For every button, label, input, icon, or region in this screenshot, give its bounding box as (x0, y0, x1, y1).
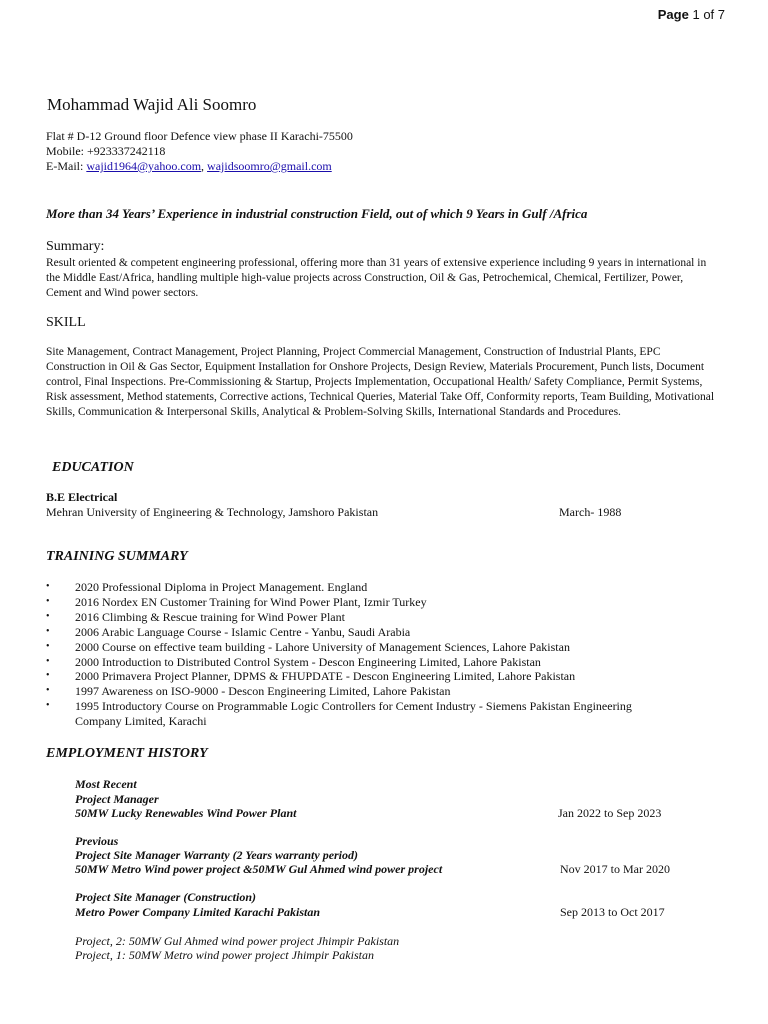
email-separator: , (201, 159, 205, 173)
training-item (46, 669, 675, 684)
training-item (46, 684, 675, 699)
bullet-icon: • (46, 625, 50, 637)
bullet-icon: • (46, 670, 50, 682)
experience-tagline: More than 34 Years’ Experience in industrial construction Field, out of which 9 Years in Gulf /Africa (46, 206, 588, 221)
bullet-icon: • (46, 595, 50, 607)
bullet-icon: • (46, 581, 50, 592)
training-list (46, 580, 675, 729)
degree: B.E Electrical (46, 490, 118, 504)
entry3-company: Metro Power Company Limited Karachi Pakistan (75, 905, 321, 919)
skill-text: Site Management, Contract Management, Project Planning, Project Commercial Management, Construction of Industrial Plants, EPC Construction in Oil & Gas Sector, Equipment Installation for Onshore Projects, Design Review, Materials Procurement, Punch lists, Document control, Final Inspections. Pre-Commissioning & Startup, Projects Implementation, Occupational Health/ Safety Compliance, Permit Systems, Risk assessment, Method statements, Corrective actions, Technical Queries, Material Take Off, Conformity reports, Team Building, Motivational Skills, Communication & Interpersonal Skills, Analytical & Problem-Solving Skills, International Standards and Procedures. (46, 346, 715, 418)
entry3-dates: Sep 2013 to Oct 2017 (560, 905, 665, 919)
training-item (46, 580, 675, 595)
page-total: of 7 (703, 7, 725, 22)
bullet-icon: • (46, 610, 50, 622)
training-item (46, 699, 675, 729)
bullet-icon: • (46, 700, 50, 712)
email-label: E-Mail: (46, 159, 84, 173)
education-heading: EDUCATION (52, 460, 134, 475)
entry3-title: Project Site Manager (Construction) (75, 890, 257, 904)
training-item (46, 640, 675, 655)
institution: Mehran University of Engineering & Technology, Jamshoro Pakistan (46, 505, 379, 519)
training-item-text: 2000 Introduction to Distributed Control System - Descon Engineering Limited, Lahore Pakistan (75, 654, 541, 669)
training-heading: TRAINING SUMMARY (46, 549, 188, 564)
email-line (46, 158, 332, 174)
employment-heading: EMPLOYMENT HISTORY (46, 746, 208, 761)
bullet-icon: • (46, 685, 50, 697)
entry2-label: Previous (75, 834, 119, 848)
page-label: Page (657, 7, 689, 22)
entry2-project: 50MW Metro Wind power project &50MW Gul Ahmed wind power project (75, 862, 443, 876)
training-item-text: 2000 Course on effective team building - Lahore University of Management Sciences, Lahore Pakistan (75, 639, 570, 654)
training-item-text: 2000 Primavera Project Planner, DPMS & FHUPDATE - Descon Engineering Limited, Lahore Pakistan (75, 669, 576, 684)
training-item (46, 655, 675, 670)
training-item-text: 2006 Arabic Language Course - Islamic Centre - Yanbu, Saudi Arabia (75, 624, 411, 639)
entry1-dates: Jan 2022 to Sep 2023 (558, 806, 662, 820)
bullet-icon: • (46, 655, 50, 667)
address: Flat # D-12 Ground floor Defence view phase II Karachi-75500 (46, 129, 353, 143)
entry1-title: Project Manager (75, 792, 159, 806)
entry1-project: 50MW Lucky Renewables Wind Power Plant (75, 806, 297, 820)
mobile: Mobile: +923337242118 (46, 144, 166, 158)
page-indicator (658, 7, 725, 22)
summary-text: Result oriented & competent engineering professional, offering more than 31 years of extensive experience including 9 years in international in the Middle East/Africa, handling multiple high-value projects across Construction, Oil & Gas, Petrochemical, Chemical, Fertilizer, Power, Cement and Wind power sectors. (46, 257, 707, 299)
bullet-icon: • (46, 640, 50, 652)
training-item (46, 625, 675, 640)
education-date: March- 1988 (559, 505, 622, 519)
training-item-text: 2016 Nordex EN Customer Training for Wind Power Plant, Izmir Turkey (75, 594, 427, 609)
email-link-gmail[interactable]: wajidsoomro@gmail.com (207, 159, 332, 173)
training-item-text: 2016 Climbing & Rescue training for Wind Power Plant (75, 609, 345, 624)
email-link-yahoo[interactable]: wajid1964@yahoo.com (86, 159, 202, 173)
training-item-text: 1995 Introductory Course on Programmable Logic Controllers for Cement Industry - Siemens Pakistan Engineering Company Limited, Karachi (75, 699, 632, 729)
training-item-text: 1997 Awareness on ISO-9000 - Descon Engineering Limited, Lahore Pakistan (75, 684, 451, 699)
project-line-1: Project, 1: 50MW Metro wind power project Jhimpir Pakistan (75, 948, 374, 962)
project-line-2: Project, 2: 50MW Gul Ahmed wind power project Jhimpir Pakistan (75, 934, 400, 948)
entry2-title: Project Site Manager Warranty (2 Years warranty period) (75, 848, 359, 862)
entry2-dates: Nov 2017 to Mar 2020 (560, 862, 670, 876)
training-item-text: 2020 Professional Diploma in Project Management. England (75, 580, 368, 594)
summary-heading: Summary: (46, 239, 105, 254)
skill-heading: SKILL (46, 315, 86, 330)
training-item (46, 595, 675, 610)
training-item (46, 610, 675, 625)
entry1-label: Most Recent (75, 777, 137, 791)
candidate-name: Mohammad Wajid Ali Soomro (47, 95, 257, 114)
page-current: 1 (692, 7, 700, 22)
